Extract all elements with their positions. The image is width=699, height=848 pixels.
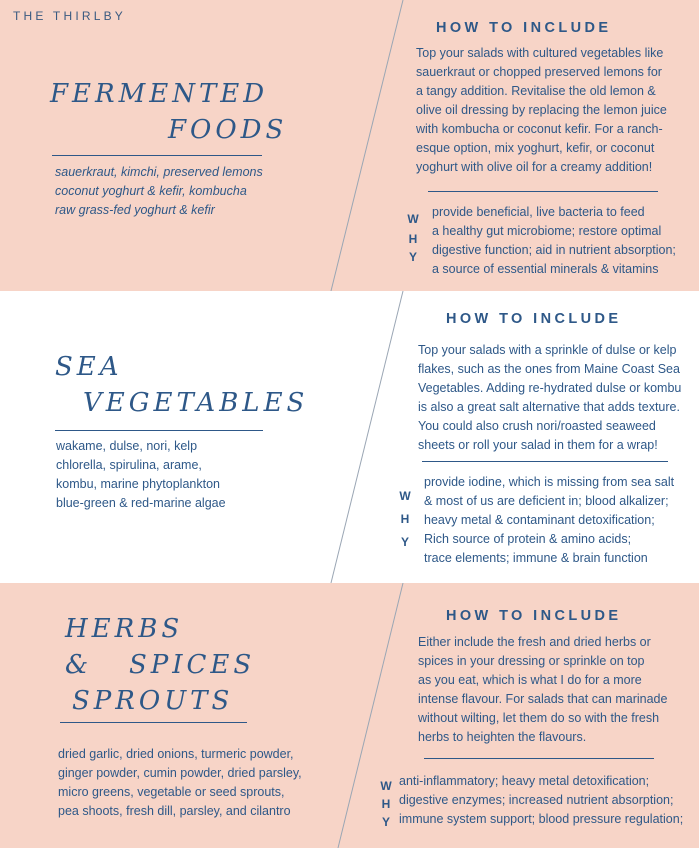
section-title-line-1: HERBS [65,614,184,644]
food-list-item: micro greens, vegetable or seed sprouts, [58,785,285,799]
how-to-include-heading: HOW TO INCLUDE [446,311,622,327]
how-line: intense flavour. For salads that can marinade [418,692,668,706]
brand-name: THE THIRLBY [13,9,126,23]
section-title-line-2: & SPICES [65,650,256,680]
how-line: as you eat, which is what I do for a more [418,673,642,687]
how-to-include-text [416,44,667,177]
food-list-item: pea shoots, fresh dill, parsley, and cilantro [58,804,291,818]
how-to-include-text [418,633,667,747]
how-to-include-text [418,341,681,455]
food-list-item: sauerkraut, kimchi, preserved lemons [55,165,263,179]
title-rule [60,722,247,723]
why-letter: W [380,779,392,793]
section-title-line-1: FERMENTED [50,79,269,109]
why-line: heavy metal & contaminant detoxification; [424,513,655,527]
section-sea-vegetables [0,291,699,583]
how-line: with kombucha or coconut kefir. For a ranch- [416,122,663,136]
why-text [399,772,683,829]
how-line: spices in your dressing or sprinkle on top [418,654,645,668]
why-letter: Y [408,250,417,264]
why-line: Rich source of protein & amino acids; [424,532,632,546]
why-letter: Y [400,535,409,549]
why-letter: H [408,232,418,246]
title-rule [52,155,262,156]
why-rule [422,461,668,462]
why-line: & most of us are deficient in; blood alkalizer; [424,494,669,508]
how-line: You could also crush nori/roasted seaweed [418,419,656,433]
title-rule [55,430,263,431]
food-list-item: chlorella, spirulina, arame, [56,458,202,472]
how-line: Top your salads with a sprinkle of dulse or kelp [418,343,677,357]
why-letter: W [407,212,419,226]
how-line: flakes, such as the ones from Maine Coast Sea [418,362,680,376]
food-list-item: dried garlic, dried onions, turmeric powder, [58,747,294,761]
section-herbs-spices-sprouts [0,583,699,848]
why-line: a source of essential minerals & vitamins [432,262,659,276]
why-line: provide beneficial, live bacteria to feed [432,205,645,219]
how-line: herbs to heighten the flavours. [418,730,587,744]
section-title-line-3: SPROUTS [72,686,234,716]
why-rule [424,758,654,759]
why-line: trace elements; immune & brain function [424,551,648,565]
food-list [58,745,302,821]
why-line: immune system support; blood pressure regulation; [399,812,684,826]
how-line: without wilting, let them do so with the fresh [418,711,660,725]
how-line: is also a great salt alternative that adds texture. [418,400,680,414]
food-list-item: ginger powder, cumin powder, dried parsley, [58,766,302,780]
section-title-line-1: SEA [55,352,123,382]
food-list-item: wakame, dulse, nori, kelp [56,439,198,453]
why-letter: W [399,489,411,503]
section-title-line-2: VEGETABLES [83,388,309,418]
food-list-item: coconut yoghurt & kefir, kombucha [55,184,247,198]
how-line: a tangy addition. Revitalise the old lemon & [416,84,656,98]
why-letter: H [400,512,410,526]
how-to-include-heading: HOW TO INCLUDE [436,20,612,36]
section-fermented-foods [0,0,699,291]
why-text [424,473,674,568]
how-line: Either include the fresh and dried herbs or [418,635,651,649]
food-list-item: raw grass-fed yoghurt & kefir [55,203,215,217]
why-text [432,203,676,279]
why-line: provide iodine, which is missing from sea salt [424,475,675,489]
why-letter: Y [381,815,390,829]
section-title-line-2: FOODS [168,115,288,145]
why-line: digestive enzymes; increased nutrient absorption; [399,793,674,807]
food-list-item: blue-green & red-marine algae [56,496,226,510]
why-letter: H [381,797,391,811]
how-line: esque option, mix yoghurt, kefir, or coconut [416,141,655,155]
how-line: Vegetables. Adding re-hydrated dulse or kombu [418,381,682,395]
why-line: anti-inflammatory; heavy metal detoxification; [399,774,650,788]
why-rule [428,191,658,192]
food-list [56,437,226,513]
food-list [55,163,263,220]
why-line: digestive function; aid in nutrient absorption; [432,243,676,257]
how-line: sheets or roll your salad in them for a wrap! [418,438,658,452]
how-line: Top your salads with cultured vegetables like [416,46,664,60]
how-line: yoghurt with olive oil for a creamy addition! [416,160,653,174]
why-line: a healthy gut microbiome; restore optimal [432,224,662,238]
food-list-item: kombu, marine phytoplankton [56,477,220,491]
how-line: olive oil dressing by replacing the lemon juice [416,103,667,117]
how-line: sauerkraut or chopped preserved lemons for [416,65,662,79]
how-to-include-heading: HOW TO INCLUDE [446,608,622,624]
